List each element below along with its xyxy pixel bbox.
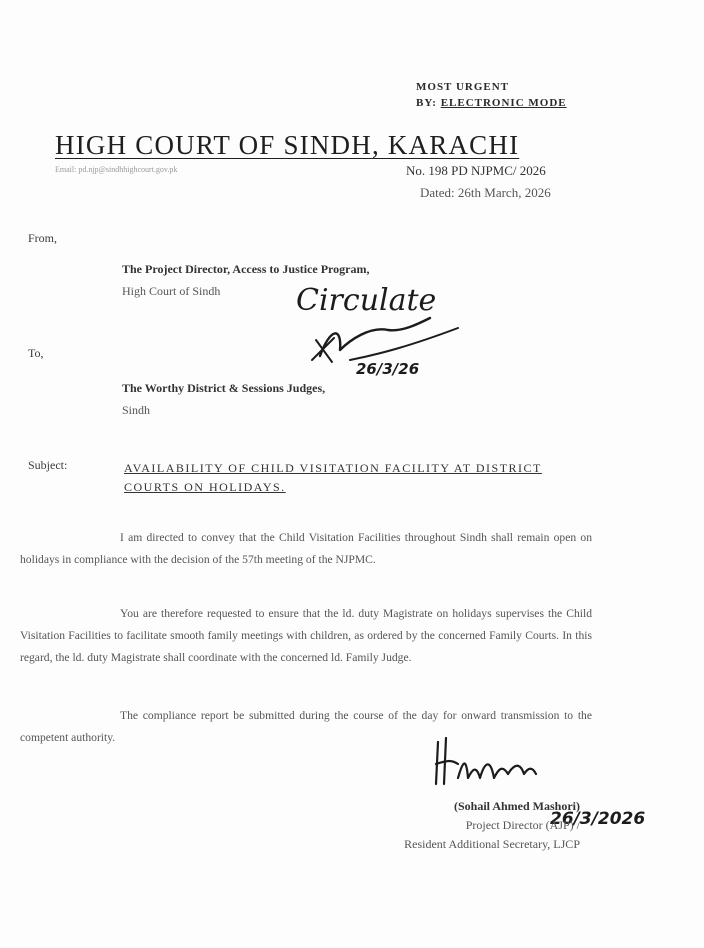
from-line-1: The Project Director, Access to Justice Program,	[122, 262, 370, 276]
from-line-2: High Court of Sindh	[122, 284, 221, 298]
subject-label: Subject:	[28, 458, 68, 472]
signatory-title-1: Project Director (AJP) /	[465, 818, 580, 832]
signatory-signature	[428, 734, 548, 794]
to-line-1: The Worthy District & Sessions Judges,	[122, 381, 326, 395]
signed-date-text: 26/3/2026	[550, 809, 646, 829]
signatory-block	[330, 797, 580, 854]
urgency-label: MOST URGENT	[416, 81, 510, 93]
paragraph-1-text: I am directed to convey that the Child Visitation Facilities throughout Sindh shall remain open on holidays in compliance with the decision of the 57th meeting of the NJPMC.	[20, 531, 592, 566]
letter-date: Dated: 26th March, 2026	[420, 185, 551, 200]
to-label: To,	[28, 346, 44, 360]
subject-text: AVAILABILITY OF CHILD VISITATION FACILITY AT DISTRICT COURTS ON HOLIDAYS.	[124, 461, 542, 494]
received-note-signature	[290, 268, 500, 378]
reference-number: No. 198 PD NJPMC/ 2026	[406, 163, 546, 178]
mode-value: ELECTRONIC MODE	[440, 97, 567, 109]
signatory-name: (Sohail Ahmed Mashori)	[453, 799, 580, 813]
urgency-block	[416, 79, 567, 111]
court-title: HIGH COURT OF SINDH, KARACHI	[55, 130, 520, 160]
from-label: From,	[28, 231, 58, 245]
signatory-title-2: Resident Additional Secretary, LJCP	[404, 837, 580, 851]
received-date: 26/3/26	[356, 360, 420, 378]
mode-prefix: BY:	[416, 97, 441, 109]
body-paragraph-2	[20, 603, 592, 669]
received-note-text: Circulate	[296, 283, 437, 318]
paragraph-2-text: You are therefore requested to ensure that the ld. duty Magistrate on holidays supervises the Child Visitation Facilities to facilitate smooth family meetings with children, as ordered by the concerned Family Courts. In this regard, the ld. duty Magistrate shall coordinate with the concerned ld. Family Judge.	[20, 607, 592, 664]
to-line-2: Sindh	[122, 403, 151, 417]
court-email: Email: pd.njp@sindhhighcourt.gov.pk	[55, 165, 178, 174]
to-address	[122, 377, 325, 421]
paragraph-3-text: The compliance report be submitted during the course of the day for onward transmission to the competent authority.	[20, 709, 592, 744]
body-paragraph-1	[20, 527, 592, 571]
delivery-mode	[416, 95, 567, 111]
